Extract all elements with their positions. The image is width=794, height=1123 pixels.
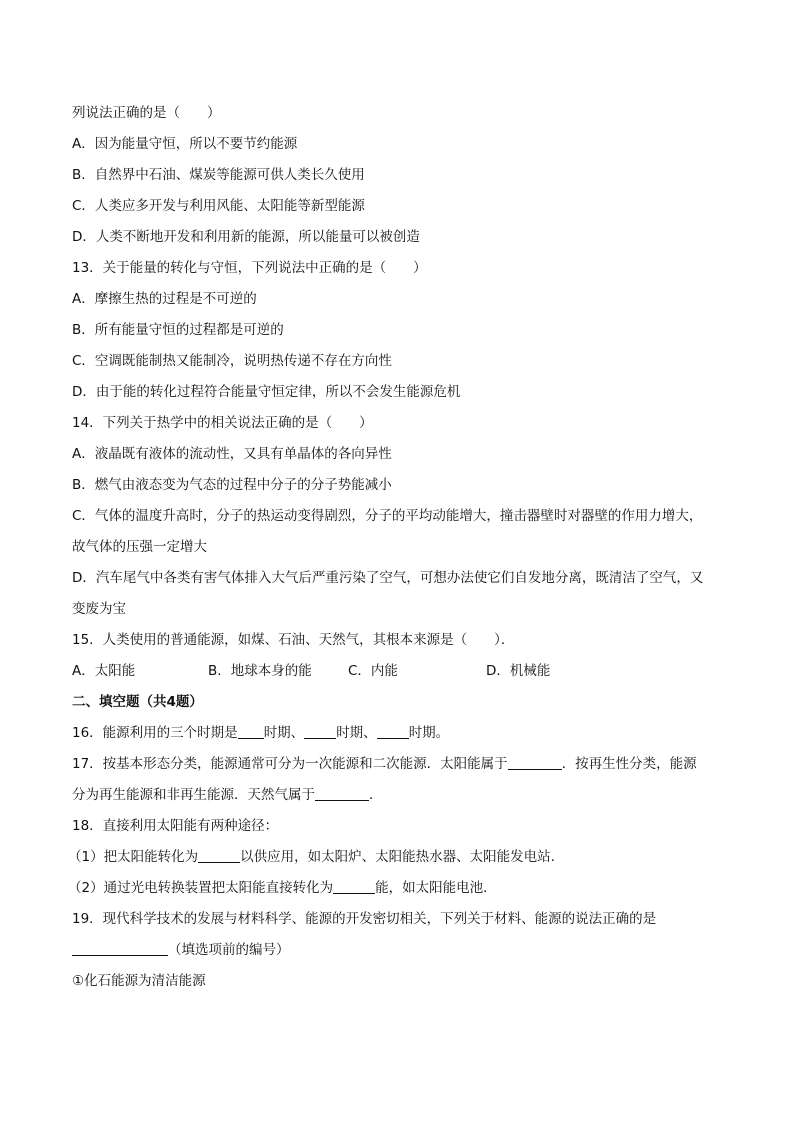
- q15-options: [0, 661, 794, 681]
- section-heading-fill-in: 二、填空题（共4题）: [72, 694, 203, 710]
- q16-text-4: 时期。: [408, 725, 450, 741]
- q12-option-d: D．人类不断地开发和利用新的能源，所以能量可以被创造: [72, 229, 420, 245]
- q16-text-1: 16．能源利用的三个时期是: [72, 725, 238, 741]
- q16-text-3: 时期、: [336, 725, 377, 741]
- q18-item-1: [68, 847, 734, 867]
- q16-text-2: 时期、: [263, 725, 305, 741]
- q15-option-a: A．太阳能: [72, 663, 136, 679]
- q12-stem: 列说法正确的是（ ）: [72, 105, 221, 121]
- q17-text-2: ．按再生性分类，能源: [561, 756, 697, 772]
- q19-option-1: ①化石能源为清洁能源: [72, 973, 206, 989]
- q19-hint: （填选项前的编号）: [168, 942, 290, 958]
- q13-option-a: A．摩擦生热的过程是不可逆的: [72, 291, 257, 307]
- q18-stem: 18．直接利用太阳能有两种途径：: [72, 818, 279, 834]
- q17-text-1: 17．按基本形态分类，能源通常可分为一次能源和二次能源．太阳能属于: [72, 756, 508, 772]
- q19-blank[interactable]: [72, 941, 168, 956]
- q17-text-4: ．: [369, 787, 383, 803]
- q18-2-text-1: （2）通过光电转换装置把太阳能直接转化为: [68, 880, 334, 896]
- q14-option-c-line1: C．气体的温度升高时，分子的热运动变得剧烈，分子的平均动能增大，撞击器壁时对器壁的作用力增大，: [72, 508, 703, 524]
- q13-stem: 13．关于能量的转化与守恒，下列说法中正确的是（ ）: [72, 260, 427, 276]
- q18-blank-2[interactable]: [333, 879, 375, 894]
- q16-line: [72, 723, 734, 743]
- q18-2-text-2: 能，如太阳能电池.: [375, 880, 488, 896]
- q12-option-a: A．因为能量守恒，所以不要节约能源: [72, 136, 298, 152]
- q14-option-b: B．燃气由液态变为气态的过程中分子的分子势能减小: [72, 477, 392, 493]
- q15-option-d: D．机械能: [486, 663, 551, 679]
- q16-blank-2[interactable]: [304, 724, 336, 739]
- q17-blank-1[interactable]: [508, 755, 562, 770]
- q18-item-2: [68, 878, 734, 898]
- q17-line-1: [72, 754, 734, 774]
- q14-option-d-line1: D．汽车尾气中各类有害气体排入大气后严重污染了空气，可想办法使它们自发地分离，既清洁了空气，又: [72, 570, 704, 586]
- q16-blank-1[interactable]: [238, 724, 264, 739]
- q16-blank-3[interactable]: [377, 724, 409, 739]
- q15-stem: 15．人类使用的普通能源，如煤、石油、天然气，其根本来源是（ ）．: [72, 632, 515, 648]
- q18-1-text-1: （1）把太阳能转化为: [68, 849, 199, 865]
- q17-blank-2[interactable]: [315, 786, 369, 801]
- q14-option-c-line2: 故气体的压强一定增大: [72, 539, 207, 555]
- q13-option-c: C．空调既能制热又能制冷，说明热传递不存在方向性: [72, 353, 392, 369]
- q15-option-b: B．地球本身的能: [208, 663, 312, 679]
- q17-line-2: [72, 785, 734, 805]
- q14-option-a: A．液晶既有液体的流动性，又具有单晶体的各向异性: [72, 446, 392, 462]
- q18-1-text-2: 以供应用，如太阳炉、太阳能热水器、太阳能发电站.: [240, 849, 555, 865]
- q15-option-c: C．内能: [348, 663, 398, 679]
- q17-text-3: 分为再生能源和非再生能源．天然气属于: [72, 787, 315, 803]
- q14-stem: 14．下列关于热学中的相关说法正确的是（ ）: [72, 415, 373, 431]
- q18-blank-1[interactable]: [198, 848, 240, 863]
- q13-option-b: B．所有能量守恒的过程都是可逆的: [72, 322, 284, 338]
- q13-option-d: D．由于能的转化过程符合能量守恒定律，所以不会发生能源危机: [72, 384, 461, 400]
- q14-option-d-line2: 变废为宝: [72, 601, 126, 617]
- q19-stem-line-2: [72, 940, 734, 960]
- q12-option-b: B．自然界中石油、煤炭等能源可供人类长久使用: [72, 167, 365, 183]
- q19-stem-line-1: 19．现代科学技术的发展与材料科学、能源的开发密切相关，下列关于材料、能源的说法正确的是: [72, 911, 657, 927]
- q12-option-c: C．人类应多开发与利用风能、太阳能等新型能源: [72, 198, 365, 214]
